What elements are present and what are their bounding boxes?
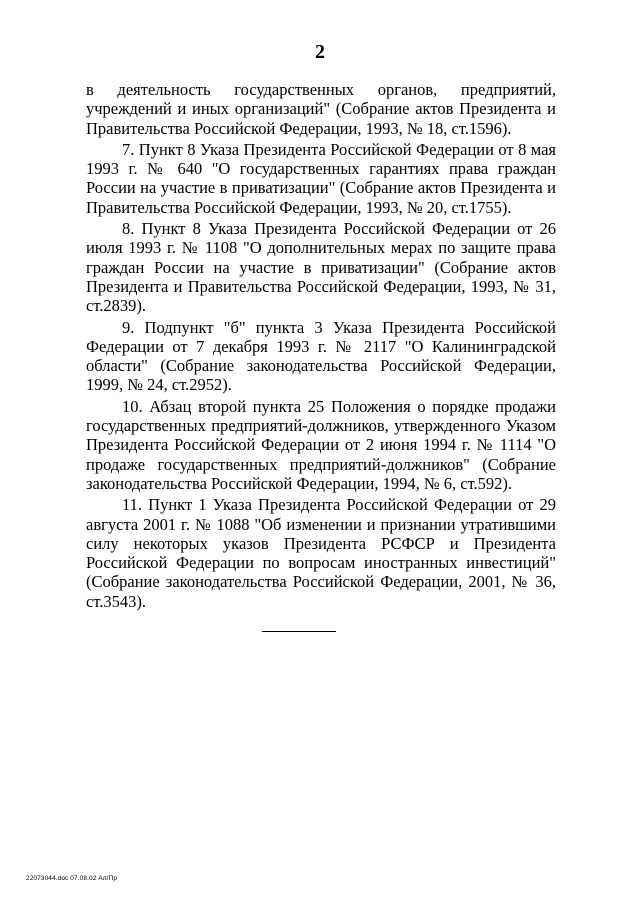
document-body <box>86 80 556 613</box>
paragraph-item-7: 7. Пункт 8 Указа Президента Российской Федерации от 8 мая 1993 г. № 640 "О государственных гарантиях права граждан России на участие в приватизации" (Собрание актов Президента и Правительства Российской Федерации, 1993, № 20, ст.1755). <box>86 139 556 217</box>
page-number: 2 <box>315 41 325 63</box>
paragraph-item-10: 10. Абзац второй пункта 25 Положения о порядке продажи государственных предприятий-должников, утвержденного Указом Президента Российской Федерации от 2 июня 1994 г. № 1114 "О продаже государственных предприятий-должников" (Собрание законодательства Российской Федерации, 1994, № 6, ст.592). <box>86 396 556 493</box>
paragraph-continuation: в деятельность государственных органов, предприятий, учреждений и иных организаций" (Собрание актов Президента и Правительства Российской Федерации, 1993, № 18, ст.1596). <box>86 80 556 138</box>
footer-document-code: 22073044.doc 07.08.02 Ал/Пр <box>26 875 118 882</box>
paragraph-item-9: 9. Подпункт "б" пункта 3 Указа Президента Российской Федерации от 7 декабря 1993 г. № 2117 "О Калининградской области" (Собрание законодательства Российской Федерации, 1999, № 24, ст.2952). <box>86 317 556 395</box>
end-of-text-rule <box>262 631 336 632</box>
paragraph-item-11: 11. Пункт 1 Указа Президента Российской Федерации от 29 августа 2001 г. № 1088 "Об изменении и признании утратившими силу некоторых указов Президента РСФСР и Президента Российской Федерации по вопросам иностранных инвестиций" (Собрание законодательства Российской Федерации, 2001, № 36, ст.3543). <box>86 495 556 611</box>
paragraph-item-8: 8. Пункт 8 Указа Президента Российской Федерации от 26 июля 1993 г. № 1108 "О дополнительных мерах по защите права граждан России на участие в приватизации" (Собрание актов Президента и Правительства Российской Федерации, 1993, № 31, ст.2839). <box>86 219 556 316</box>
